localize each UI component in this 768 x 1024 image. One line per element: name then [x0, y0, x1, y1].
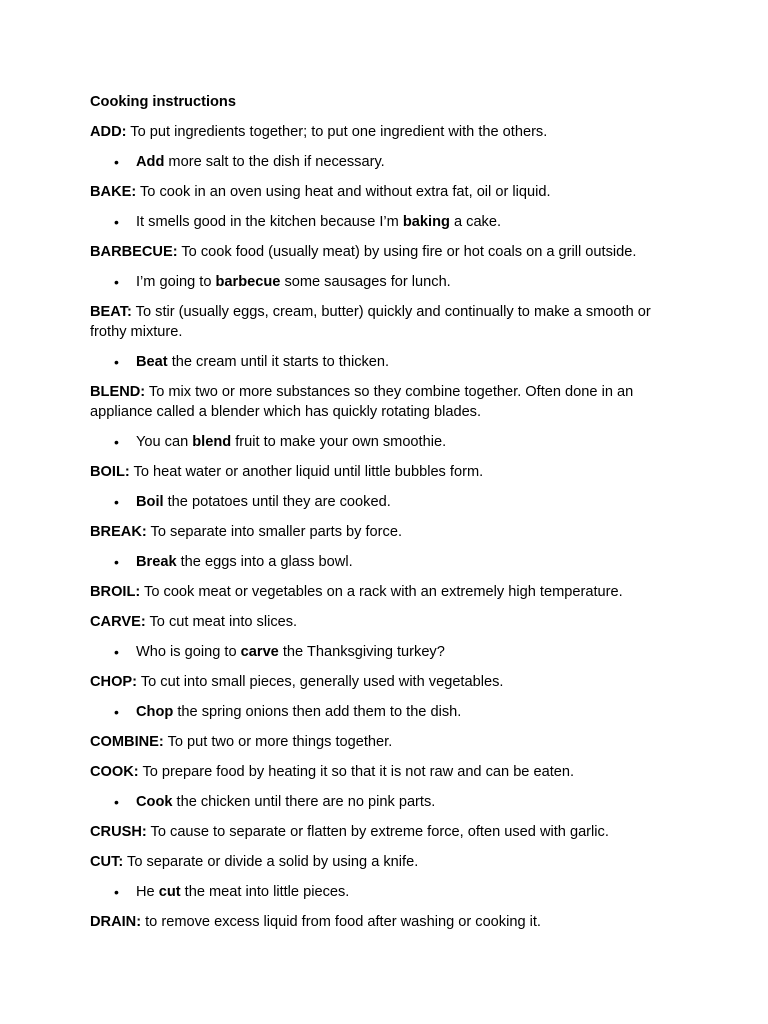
definition-entry — [90, 912, 690, 932]
bullet-icon: • — [114, 354, 119, 370]
example-text-after: the eggs into a glass bowl. — [176, 554, 353, 570]
term-label: DRAIN: — [90, 914, 142, 930]
definition-text: To mix two or more substances so they combine together. Often done in an appliance called a blender which has quickly rotating blades. — [90, 384, 634, 420]
example-text-after: more salt to the dish if necessary. — [164, 154, 385, 170]
bullet-icon: • — [114, 554, 119, 570]
example-text-after: fruit to make your own smoothie. — [231, 434, 447, 450]
example-text-after: the spring onions then add them to the dish. — [173, 704, 462, 720]
bullet-icon: • — [114, 644, 119, 660]
example-bullet-item — [90, 642, 690, 662]
example-text-after: the chicken until there are no pink parts. — [172, 794, 436, 810]
definition-text: To cut meat into slices. — [145, 614, 298, 630]
example-text-after: the potatoes until they are cooked. — [163, 494, 391, 510]
definition-text: To prepare food by heating it so that it is not raw and can be eaten. — [138, 764, 575, 780]
example-text-before: I’m going to — [136, 274, 216, 290]
definition-entry — [90, 382, 690, 422]
term-label: BLEND: — [90, 384, 146, 400]
example-keyword: baking — [402, 214, 450, 230]
definition-text: To put two or more things together. — [163, 734, 393, 750]
term-label: BAKE: — [90, 184, 137, 200]
example-bullet-item — [90, 792, 690, 812]
example-text-after: a cake. — [449, 214, 502, 230]
definition-text: To cut into small pieces, generally used with vegetables. — [137, 674, 504, 690]
definition-entry — [90, 302, 690, 342]
definition-text: To separate into smaller parts by force. — [146, 524, 403, 540]
bullet-icon: • — [114, 794, 119, 810]
page-title: Cooking instructions — [90, 94, 236, 110]
example-text-before: It smells good in the kitchen because I’m — [136, 214, 403, 230]
term-label: CRUSH: — [90, 824, 147, 840]
example-text-before: Who is going to — [136, 644, 241, 660]
term-label: BEAT: — [90, 304, 132, 320]
bullet-icon: • — [114, 434, 119, 450]
term-label: BREAK: — [90, 524, 147, 540]
bullet-icon: • — [114, 884, 119, 900]
definition-text: To cook food (usually meat) by using fire or hot coals on a grill outside. — [177, 244, 637, 260]
term-label: BROIL: — [90, 584, 141, 600]
term-label: BARBECUE: — [90, 244, 178, 260]
example-keyword: blend — [192, 434, 232, 450]
example-keyword: Break — [136, 554, 177, 570]
definition-entry — [90, 612, 690, 632]
definition-text: to remove excess liquid from food after washing or cooking it. — [141, 914, 541, 930]
example-keyword: Cook — [136, 794, 173, 810]
definition-entry — [90, 122, 690, 142]
example-keyword: Chop — [136, 704, 174, 720]
example-text-before: You can — [136, 434, 193, 450]
definition-text: To heat water or another liquid until little bubbles form. — [129, 464, 484, 480]
example-keyword: cut — [158, 884, 181, 900]
definition-entry — [90, 522, 690, 542]
example-text-before: He — [136, 884, 159, 900]
term-label: ADD: — [90, 124, 127, 140]
example-text-after: the meat into little pieces. — [180, 884, 350, 900]
definition-entry — [90, 762, 690, 782]
example-text-after: some sausages for lunch. — [280, 274, 451, 290]
example-keyword: barbecue — [215, 274, 281, 290]
definition-entry — [90, 732, 690, 752]
example-text-after: the cream until it starts to thicken. — [167, 354, 390, 370]
definition-entry — [90, 672, 690, 692]
bullet-icon: • — [114, 494, 119, 510]
term-label: CHOP: — [90, 674, 138, 690]
definition-entry — [90, 822, 690, 842]
definition-text: To cook in an oven using heat and without extra fat, oil or liquid. — [136, 184, 551, 200]
example-bullet-item — [90, 882, 690, 902]
term-label: BOIL: — [90, 464, 130, 480]
example-keyword: Add — [136, 154, 165, 170]
term-label: CARVE: — [90, 614, 146, 630]
glossary-list — [90, 122, 690, 942]
example-bullet-item — [90, 702, 690, 722]
definition-text: To cook meat or vegetables on a rack with an extremely high temperature. — [140, 584, 623, 600]
term-label: CUT: — [90, 854, 124, 870]
definition-entry — [90, 462, 690, 482]
example-keyword: Beat — [136, 354, 168, 370]
bullet-icon: • — [114, 274, 119, 290]
definition-text: To stir (usually eggs, cream, butter) quickly and continually to make a smooth or frothy mixture. — [90, 304, 651, 340]
example-keyword: carve — [240, 644, 279, 660]
definition-text: To cause to separate or flatten by extreme force, often used with garlic. — [146, 824, 609, 840]
definition-entry — [90, 852, 690, 872]
definition-text: To put ingredients together; to put one ingredient with the others. — [126, 124, 548, 140]
definition-entry — [90, 182, 690, 202]
example-bullet-item — [90, 432, 690, 452]
definition-entry — [90, 242, 690, 262]
bullet-icon: • — [114, 214, 119, 230]
definition-text: To separate or divide a solid by using a knife. — [123, 854, 419, 870]
bullet-icon: • — [114, 154, 119, 170]
example-bullet-item — [90, 552, 690, 572]
example-bullet-item — [90, 212, 690, 232]
example-text-after: the Thanksgiving turkey? — [278, 644, 445, 660]
example-keyword: Boil — [136, 494, 164, 510]
example-bullet-item — [90, 152, 690, 172]
bullet-icon: • — [114, 704, 119, 720]
example-bullet-item — [90, 352, 690, 372]
example-bullet-item — [90, 272, 690, 292]
term-label: COOK: — [90, 764, 139, 780]
example-bullet-item — [90, 492, 690, 512]
definition-entry — [90, 582, 690, 602]
term-label: COMBINE: — [90, 734, 164, 750]
